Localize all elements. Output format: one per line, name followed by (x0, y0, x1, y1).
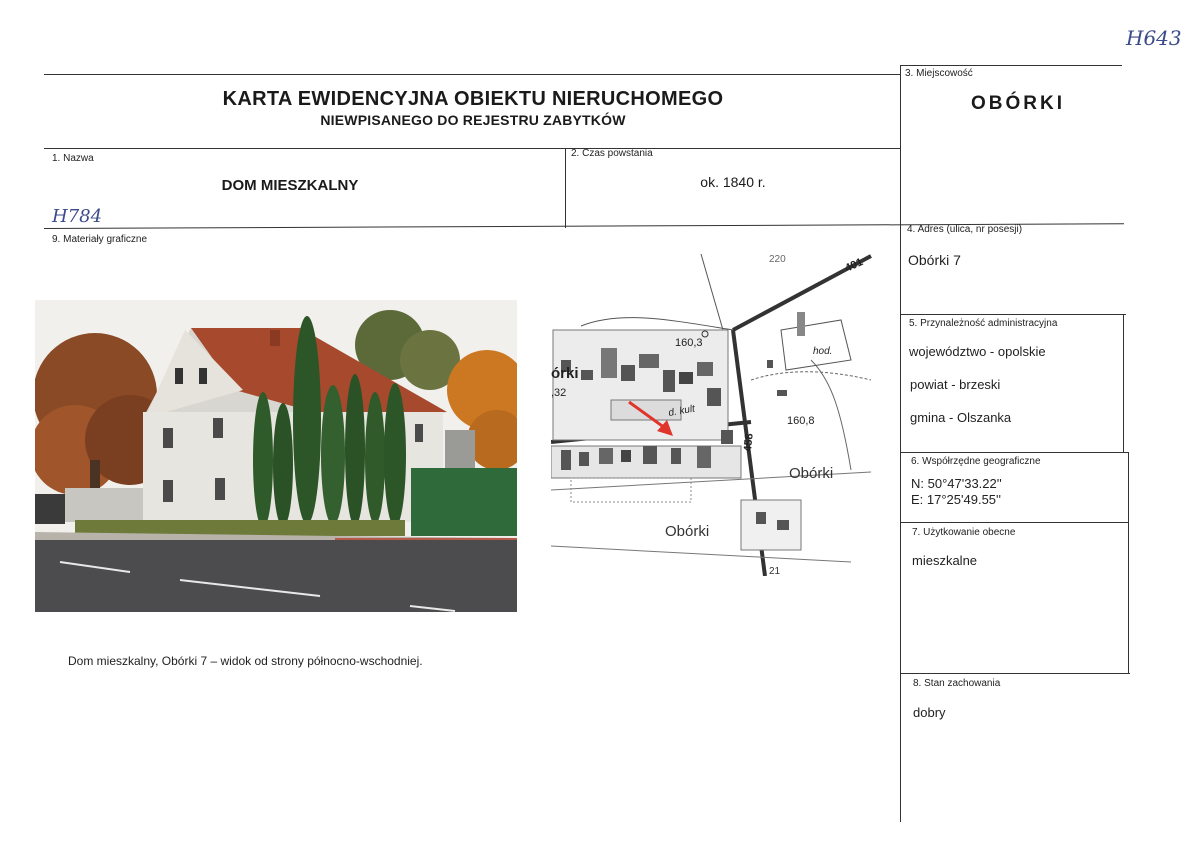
date-value: ok. 1840 r. (700, 174, 766, 190)
use-value: mieszkalne (912, 553, 978, 568)
map-label-oborki-2: Obórki (665, 523, 710, 540)
map-label-32: ,32 (551, 387, 567, 399)
name-value: DOM MIESZKALNY (221, 177, 359, 194)
frame-divider-main (900, 65, 901, 822)
map-elev-2: 160,8 (787, 415, 815, 427)
condition-label: 8. Stan zachowania (913, 678, 1001, 689)
place-value: OBÓRKI (971, 93, 1065, 114)
house-photo (35, 300, 517, 612)
frame-line-use-bottom (900, 673, 1130, 674)
map-label-top: 220 (769, 254, 786, 265)
date-label: 2. Czas powstania (571, 148, 653, 159)
frame-line-coords-bottom (900, 522, 1128, 523)
coords-east: E: 17°25'49.55'' (911, 492, 1001, 507)
map-label-hod: hod. (813, 346, 833, 357)
use-label: 7. Użytkowanie obecne (912, 527, 1016, 538)
handwritten-catalog-number: H643 (1126, 26, 1182, 50)
map-label-oborki-1: Obórki (789, 465, 834, 482)
name-label: 1. Nazwa (52, 153, 94, 164)
admin-voivodeship: województwo - opolskie (909, 344, 1046, 359)
handwritten-inventory-number: H784 (52, 206, 103, 227)
address-value: Obórki 7 (908, 252, 961, 268)
admin-commune: gmina - Olszanka (910, 410, 1012, 425)
frame-right-edge-upper (1123, 314, 1124, 452)
map-road-458: 458 (742, 432, 756, 453)
photo-caption: Dom mieszkalny, Obórki 7 – widok od strony północno-wschodniej. (68, 654, 423, 668)
place-label: 3. Miejscowość (905, 68, 973, 79)
coords-north: N: 50°47'33.22'' (911, 476, 1002, 491)
frame-top-line-right (900, 65, 1122, 66)
card-title: KARTA EWIDENCYJNA OBIEKTU NIERUCHOMEGO (222, 88, 724, 110)
map-road-401: 401 (843, 256, 865, 275)
frame-line-admin-bottom (900, 452, 1128, 453)
map-label-orki: órki (551, 365, 579, 382)
map-elev-1: 160,3 (675, 337, 703, 349)
admin-county: powiat - brzeski (910, 377, 1001, 392)
condition-value: dobry (913, 705, 946, 720)
map-label-21: 21 (769, 566, 781, 576)
frame-line-address-bottom (900, 314, 1126, 315)
card-subtitle: NIEWPISANEGO DO REJESTRU ZABYTKÓW (320, 112, 626, 128)
address-label: 4. Adres (ulica, nr posesji) (907, 224, 1023, 235)
frame-top-line (44, 74, 900, 75)
frame-right-edge-lower (1128, 452, 1129, 673)
map-label-dkult: d. kult (667, 403, 696, 419)
admin-label: 5. Przynależność administracyjna (909, 318, 1058, 329)
graphics-label: 9. Materiały graficzne (52, 234, 148, 245)
location-map (551, 250, 875, 576)
frame-line-header-bottom (44, 148, 900, 149)
coords-label: 6. Współrzędne geograficzne (911, 456, 1041, 467)
